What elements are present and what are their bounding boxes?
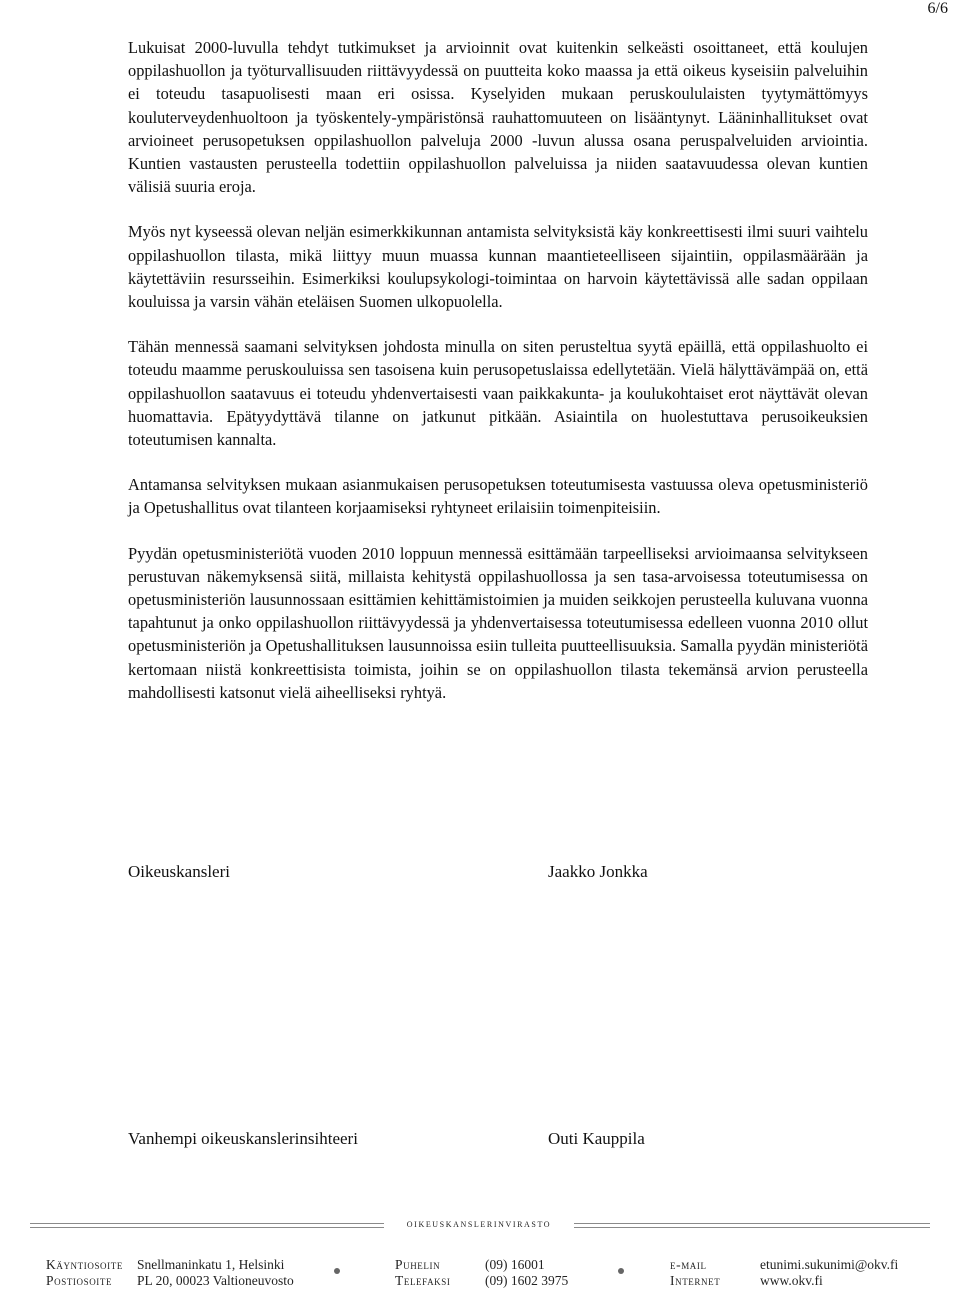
footer-organization: oikeuskanslerinvirasto: [384, 1212, 574, 1236]
signature-title-1: Oikeuskansleri: [128, 862, 230, 881]
paragraph: Tähän mennessä saamani selvityksen johdosta minulla on siten perusteltua syytä epäillä, että oppilashuolto ei toteudu maamme peruskouluissa sen tasoisena kuin perusopetuslaissa edellytetään. Vielä hälyttävämpää on, että oppilashuollon saatavuus ei toteudu yhdenvertaisesti vaan paikkakunta- ja koulukohtaiset erot näyttävät olevan huomattavia. Epätyydyttävä tilanne on jatkunut pitkään. Asiaintila on huolestuttava perusoikeuksien toteutumisen kannalta.: [128, 337, 868, 450]
footer-internet-value: www.okv.fi: [760, 1273, 823, 1288]
paragraph: Antamansa selvityksen mukaan asianmukaisen perusopetuksen toteutumisesta vastuussa oleva opetusministeriö ja Opetushallitus ovat tilanteen korjaamiseksi ryhtyneet erilaisiin toimenpiteisiin.: [128, 475, 868, 518]
footer-email-value: etunimi.sukunimi@okv.fi: [760, 1257, 899, 1272]
signature-name-2: Outi Kauppila: [548, 1129, 645, 1148]
paragraph: Pyydän opetusministeriötä vuoden 2010 loppuun mennessä esittämään tarpeelliseksi arvioimaansa selvitykseen perustuvan näkemyksensä siitä, millaista kehitystä oppilashuollossa ja sen tasa-arvoisessa toteutumisessa on opetusministeriön lausunnossaan esittämien kehittämistoimien ja muiden seikkojen perusteella kuluvana vuonna tapahtunut ja onko oppilashuollon riittävyydessä ja yhdenvertaisessa toteutumisessa edelleen vuonna 2010 ollut opetusministeriön ja Opetushallituksen lausunnoissa esiin tulleita puutteellisuuksia. Samalla pyydän ministeriötä kertomaan niistä konkreettisista toimista, joihin se on oppilashuollon tilasta tekemänsä arvion perusteella mahdollisesti katsonut vielä aiheelliseksi ryhtyä.: [128, 543, 868, 702]
footer-fax-value: (09) 1602 3975: [485, 1273, 569, 1288]
document-body: [128, 36, 868, 726]
footer-post-label: Postiosoite: [46, 1273, 113, 1288]
footer-post-address: PL 20, 00023 Valtioneuvosto: [137, 1273, 294, 1288]
footer-separator-dot: [618, 1268, 624, 1274]
footer-separator-dot: [334, 1268, 340, 1274]
paragraph: Myös nyt kyseessä olevan neljän esimerkkikunnan antamista selvityksistä käy konkreettisesti ilmi suuri vaihtelu oppilashuollon tilasta, mikä liittyy muun muassa kunnan maantieteelliseen sijaintiin, oppilasmäärään ja käytettäviin resursseihin. Esimerkiksi koulupsykologi-toimintaa on harvoin käytettävissä alle sadan oppilaan kouluissa ja varsin vähän eteläisen Suomen ulkopuolella.: [128, 222, 868, 312]
footer-phone-value: (09) 16001: [485, 1257, 545, 1272]
footer-visit-address: Snellmaninkatu 1, Helsinki: [137, 1257, 285, 1272]
signature-title-2: Vanhempi oikeuskanslerinsihteeri: [128, 1129, 358, 1148]
page-number: 6/6: [927, 0, 948, 17]
footer-visit-label: Käyntiosoite: [46, 1257, 123, 1272]
paragraph: Lukuisat 2000-luvulla tehdyt tutkimukset ja arvioinnit ovat kuitenkin selkeästi osoittaneet, että koulujen oppilashuollon ja työturvallisuuden riittävyydessä on puutteita koko maassa ja että oikeus kyseisiin palveluihin ei toteudu tasapuolisesti maan eri osissa. Kyselyiden mukaan peruskoululaisten tyytymättömyys kouluterveydenhuoltoon ja työskentely-ympäristönsä rauhattomuuteen on lisääntynyt. Lääninhallitukset ovat arvioineet perusopetuksen oppilashuollon palveluja 2000 -luvun alussa osana peruspalveluiden arviointia. Kuntien vastausten perusteella todettiin oppilashuollon palveluissa ja niiden saatavuudessa olevan kuntien välisiä suuria eroja.: [128, 38, 868, 197]
footer-email-label: e-mail: [670, 1257, 707, 1272]
footer-fax-label: Telefaksi: [395, 1273, 451, 1288]
footer-internet-label: Internet: [670, 1273, 721, 1288]
signature-name-1: Jaakko Jonkka: [548, 862, 648, 881]
footer-phone-label: Puhelin: [395, 1257, 441, 1272]
